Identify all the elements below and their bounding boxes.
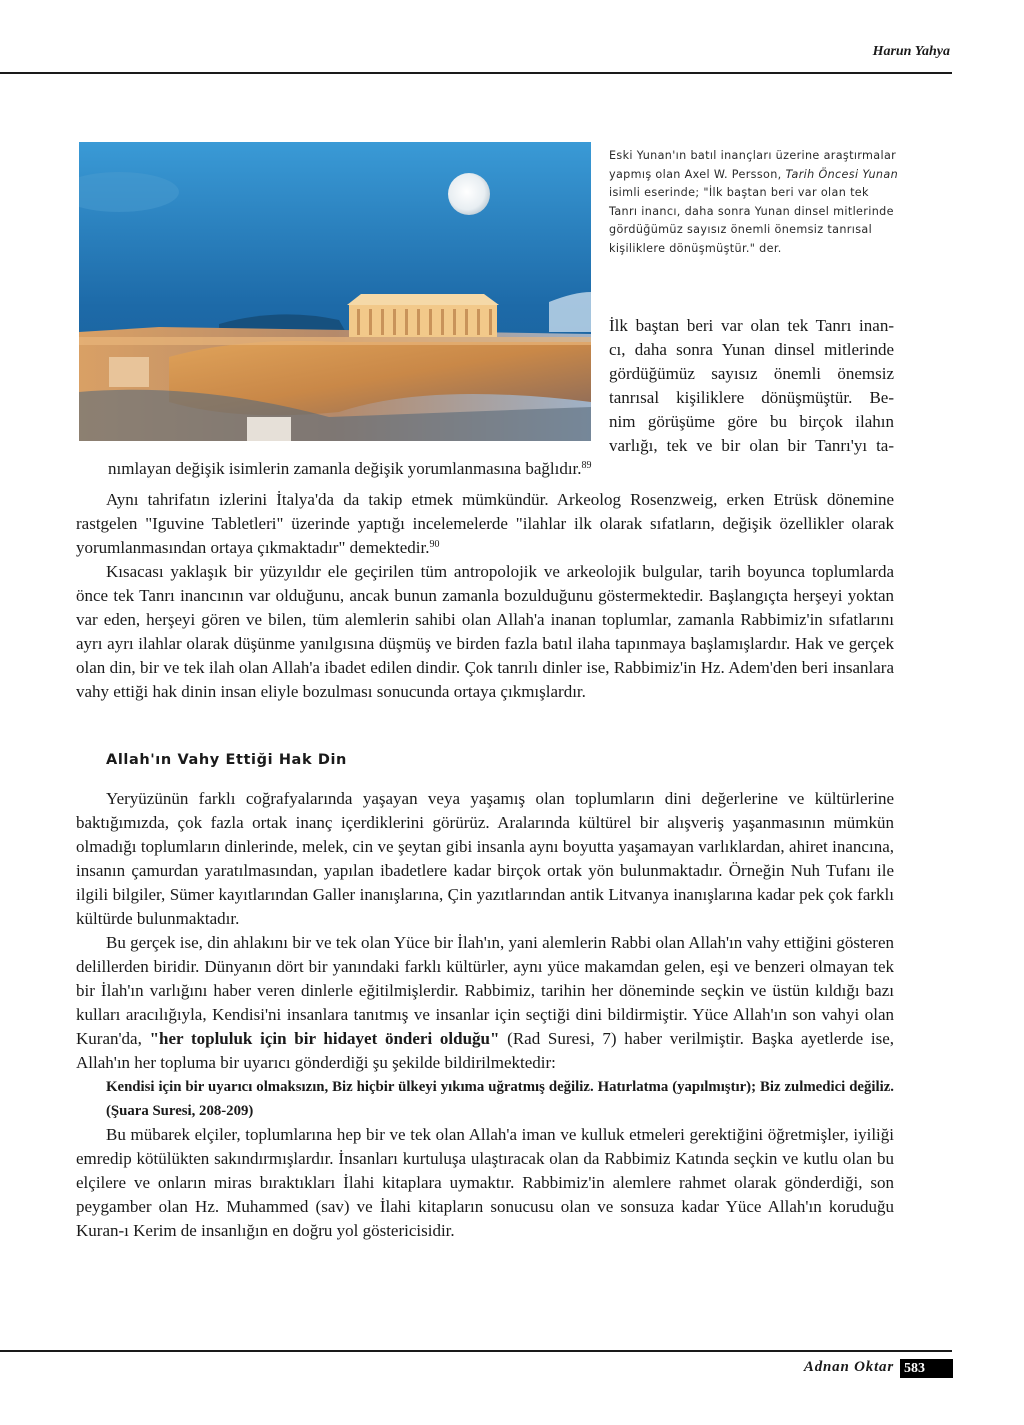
- verse-quote: Kendisi için bir uyarıcı olmaksızın, Biz hiçbir ülkeyi yıkıma uğratmış değiliz. Hatırlatma (yapılmıştır); Biz zulmedici değiliz. (Şuara Suresi, 208-209): [106, 1079, 894, 1119]
- caption-book-title: Tarih Öncesi Yunan: [785, 167, 899, 181]
- wrap-line: gördüğümüz sayısız önemli önemsiz: [609, 364, 894, 383]
- caption-text-1: Eski Yunan'ın batıl inançları üzerine araştırmalar yapmış olan Axel W. Persson,: [609, 149, 897, 181]
- wrap-line: tanrısal kişiliklere dönüşmüştür. Be-: [609, 388, 894, 407]
- paragraph-text: Aynı tahrifatın izlerini İtalya'da da takip etmek mümkündür. Arkeolog Rosenzweig, erken Etrüsk dönemine rastgelen "Iguvine Tabletleri" üzerinde yaptığı incelemelerde "ilahlar ilk olarak sıfatların, değişik özellikler olarak yorumlanmasından ortaya çıkmaktadır" demektedir.: [76, 490, 894, 557]
- paragraph-text: (Rad Suresi, 7) haber verilmiştir. Başka ayetlerde ise, Allah'ın her topluma bir uyarıcı gönderdiği şu şekilde bildirilmektedir:: [76, 1029, 894, 1072]
- wrap-line: İlk baştan beri var olan tek Tanrı inan-: [609, 316, 894, 335]
- footer-rule: [0, 1350, 952, 1352]
- moon-shape: [448, 173, 490, 215]
- paragraph-text: Bu gerçek ise, din ahlakını bir ve tek olan Yüce bir İlah'ın, yani alemlerin Rabbi olan Allah'ın vahy ettiğini gösteren delillerden biridir. Dünyanın dört bir yanındaki farklı kültürler, aynı yüce makamdan gelen, eşi ve benzeri olmayan tek bir İlah'ın varlığını haber veren dinlerle eğitilmişlerdir. Rabbimiz, tarihin her döneminde seçkin ve üstün kıldığı bazı kulları aracılığıyla, Kendisi'ni insanlara tanıtmış ve insanlar için seçtiği dini bildirmiştir. Yüce Allah'ın son vahyi olan Kuran'da,: [76, 933, 894, 1048]
- page-number-badge: 583: [900, 1359, 953, 1378]
- wrap-line: varlığı, tek ve bir olan bir Tanrı'yı ta-: [609, 436, 894, 455]
- acropolis-photo: [79, 142, 591, 441]
- running-header-title: Harun Yahya: [872, 44, 950, 59]
- paragraph: Yeryüzünün farklı coğrafyalarında yaşayan veya yaşamış olan toplumların dini değerlerine ve kültürlerine baktığımızda, çok fazla ortak inanç içerdiklerini görürüz. Aralarında kültürel bir alışveriş yaşanmasının mümkün olmadığı toplumların dinlerinde, melek, cin ve şeytan gibi insanla aynı boyutta yaşamayan varlıklardan, ahiret inancına, insanın çamurdan yaratılmasından, yapılan ibadetlere kadar birçok ortak yön bulunmaktadır. Örneğin Nuh Tufanı ile ilgili bilgiler, Sümer kayıtlarından Galler inanışlarına, Çin yazıtlarından antik Litvanya inanışlarına kadar pek çok farklı kültürde bulunmaktadır.: [76, 789, 894, 928]
- wrap-line: cı, daha sonra Yunan dinsel mitlerinde: [609, 340, 894, 359]
- section-heading: Allah'ın Vahy Ettiği Hak Din: [106, 752, 347, 768]
- paragraph: Bu mübarek elçiler, toplumlarına hep bir ve tek olan Allah'a iman ve kulluk etmeleri gerektiğini öğretmişler, iyiliği emredip kötülükten sakındırmışlardır. İnsanları kurtuluşa ulaştıracak olan da Rabbimiz Katında seçkin ve kutlu olan bu elçilere ve onların miras bıraktıkları İlahi kitaplara uymaktır. Rabbimiz'in alemlere rahmet olarak gönderdiği, son peygamber olan Hz. Muhammed (sav) ve İlahi kitapların sonucusu olan ve sonsuza kadar Yüce Allah'ın koruduğu Kuran-ı Kerim de insanlığın en doğru yol göstericisidir.: [76, 1125, 894, 1240]
- wrap-line: nim görüşüme göre bu birçok ilahın: [609, 412, 894, 431]
- caption-text-2: isimli eserinde; "İlk baştan beri var olan tek Tanrı inancı, daha sonra Yunan dinsel mitlerinde gördüğümüz sayısız önemli önemsiz tanrısal kişiliklere dönüşmüştür." der.: [609, 186, 894, 255]
- wrap-tail-text: nımlayan değişik isimlerin zamanla değişik yorumlanmasına bağlıdır.: [108, 459, 582, 478]
- footer-author: Adnan Oktar: [803, 1359, 894, 1375]
- paragraph: [76, 931, 894, 1075]
- section-body: [76, 787, 894, 1243]
- header-rule: [0, 72, 952, 74]
- main-body: [76, 488, 894, 704]
- paragraph: [76, 488, 894, 560]
- footnote-ref-89[interactable]: 89: [581, 460, 592, 471]
- wrapped-paragraph: [609, 314, 894, 458]
- photo-caption: [609, 147, 901, 259]
- paragraph: Kısacası yaklaşık bir yüzyıldır ele geçirilen tüm antropolojik ve arkeolojik bulgular, tarih boyunca toplumlarda önce tek Tanrı inancının var olduğunu, ancak bunun zamanla bozulduğunu göstermektedir. Başlangıçta herşeyi yoktan var eden, herşeyi gören ve bilen, tüm alemlerin sahibi olan Allah'a inanan toplumlar, zamanla Rabbimiz'in sıfatlarını ayrı ayrı ilahlar olarak düşünme yanılgısına düşmüş ve birden fazla batıl ilaha tapınmaya başlamışlardır. Hak ve gerçek olan din, bir ve tek ilah olan Allah'a ibadet edilen dindir. Çok tanrılı dinler ise, Rabbimiz'in Hz. Adem'den beri insanlara vahy ettiği hak dinin insan eliyle bozulması sonucunda ortaya çıkmışlardır.: [76, 562, 894, 701]
- wrapped-paragraph-tail: [108, 457, 908, 481]
- emphasized-quote: "her topluluk için bir hidayet önderi olduğu": [149, 1029, 500, 1048]
- footnote-ref-90[interactable]: 90: [429, 539, 440, 550]
